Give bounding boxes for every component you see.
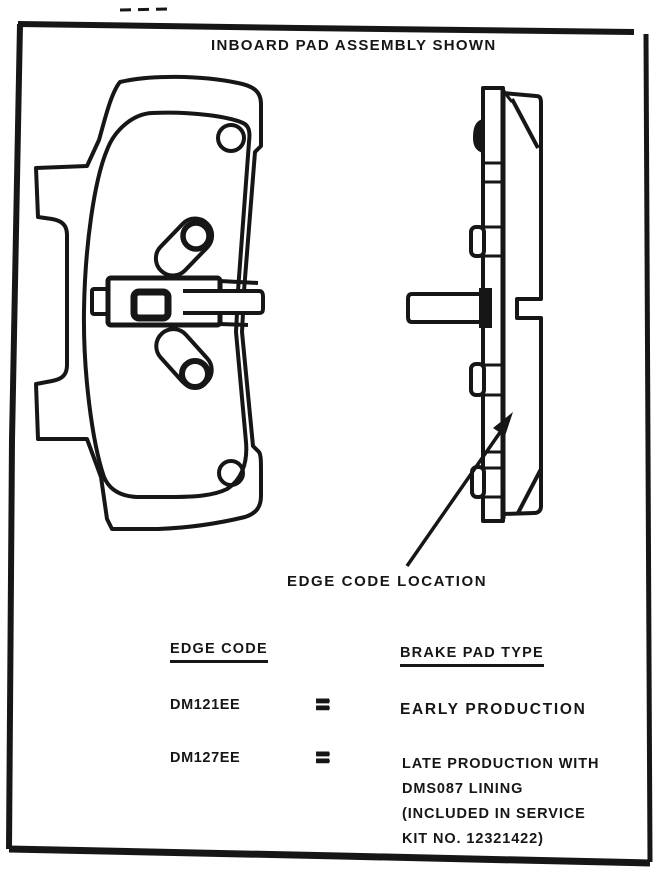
- lower-rivet-pin: [182, 361, 208, 387]
- edge-tab-top: [473, 119, 483, 153]
- figure-title: INBOARD PAD ASSEMBLY SHOWN: [211, 37, 497, 54]
- scan-smudge-mark: [120, 9, 168, 10]
- pad-type-line: KIT NO. 12321422): [402, 831, 544, 847]
- brake-pad-type-header: BRAKE PAD TYPE: [400, 645, 544, 667]
- upper-rivet-pin: [183, 223, 209, 249]
- pad-type-line: DMS087 LINING: [402, 781, 524, 797]
- upper-pin-slot: [149, 211, 219, 282]
- front-view-drawing: [36, 77, 263, 529]
- edge-code-value-row2: DM127EE: [170, 750, 241, 766]
- edge-tab-2: [471, 227, 484, 256]
- retainer-pin-side: [408, 294, 484, 322]
- figure-frame-border: [9, 9, 650, 863]
- backing-plate-section: [503, 93, 541, 514]
- edge-tab-3: [471, 364, 484, 395]
- clip-stem: [183, 291, 263, 313]
- pin-junction-ink: [479, 288, 492, 328]
- edge-code-header: EDGE CODE: [170, 641, 268, 663]
- pad-type-line: LATE PRODUCTION WITH: [402, 756, 600, 772]
- pad-type-value-row2: [402, 752, 599, 852]
- pad-type-line: (INCLUDED IN SERVICE: [402, 806, 586, 822]
- side-view-drawing: [408, 88, 541, 521]
- pad-type-value-row1: EARLY PRODUCTION: [400, 701, 587, 718]
- edge-code-value-row1: DM121EE: [170, 697, 241, 713]
- equals-sign-row1: =: [315, 689, 331, 719]
- upper-mounting-hole: [218, 125, 244, 151]
- edge-code-location-label: EDGE CODE LOCATION: [287, 573, 488, 590]
- equals-sign-row2: =: [315, 742, 331, 772]
